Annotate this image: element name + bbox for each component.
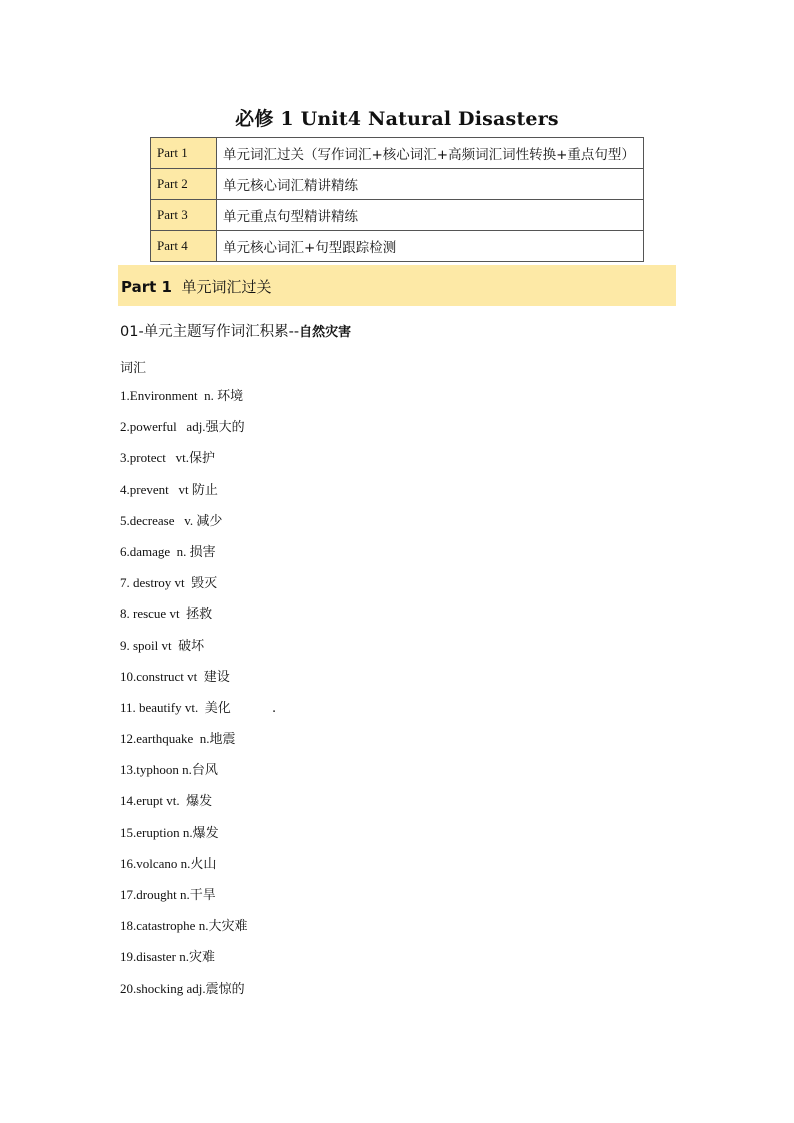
vocab-english: 18.catastrophe n. [120,918,209,934]
vocab-item [120,416,276,447]
vocab-chinese: 震惊的 [205,981,245,997]
contents-part-label: Part 2 [151,169,217,200]
section-header-band [118,265,676,306]
vocab-chinese: 破坏 [178,638,205,654]
vocab-item [120,479,276,510]
vocab-english: 16.volcano n. [120,855,191,871]
vocab-item [120,697,276,728]
vocab-item [120,790,276,821]
vocab-english: 8. rescue vt [120,606,187,622]
contents-row [151,200,644,231]
vocab-english: 15.eruption n. [120,824,193,840]
vocab-english: 11. beautify vt. [120,699,205,715]
vocab-chinese: 强大的 [205,420,245,436]
vocab-chinese: 火山 [190,856,217,872]
contents-table [150,137,644,262]
contents-description: 单元核心词汇精讲精练 [217,169,644,200]
document-title: 必修 1 Unit4 Natural Disasters [235,108,559,130]
vocab-item [120,447,276,478]
vocab-chinese: 干旱 [189,888,216,903]
vocab-english: 9. spoil vt [120,637,179,653]
vocab-chinese: 建设 [203,669,230,685]
subheading [120,320,351,341]
vocab-item [120,510,276,541]
vocab-item [120,946,276,977]
vocab-chinese: 环境 [217,389,244,404]
contents-row [151,138,644,169]
vocab-english: 14.erupt vt. [120,793,187,809]
contents-description: 单元重点句型精讲精练 [217,200,644,231]
vocab-chinese: 保护 [188,451,215,467]
vocab-english: 3.protect vt. [120,450,189,466]
vocab-english: 6.damage n. [120,543,190,559]
vocab-english: 17.drought n. [120,887,190,902]
vocab-item [120,635,276,666]
vocab-english: 12.earthquake n. [120,731,210,747]
subheading-topic: 自然灾害 [299,325,352,340]
vocab-chinese: 灾难 [188,950,215,966]
vocab-item [120,541,276,572]
vocab-item [120,385,276,416]
vocab-chinese: 大灾难 [208,919,248,935]
contents-part-label: Part 1 [151,138,217,169]
vocab-item [120,572,276,603]
vocab-chinese: 拯救 [186,607,213,623]
section-title: 单元词汇过关 [181,278,272,296]
vocab-chinese: 毁灭 [191,576,218,592]
section-part-label: Part 1 [121,278,172,296]
contents-part-label: Part 3 [151,200,217,231]
vocab-english: 19.disaster n. [120,949,189,965]
vocab-chinese: 防止 [191,482,218,498]
vocab-english: 2.powerful adj. [120,419,206,435]
vocab-item [120,759,276,790]
vocab-english: 20.shocking adj. [120,980,206,996]
vocab-english: 13.typhoon n. [120,762,192,778]
vocab-chinese: 地震 [209,732,236,748]
vocab-chinese: 爆发 [186,794,213,810]
vocab-list [120,385,276,1009]
vocab-item [120,822,276,853]
vocab-chinese: 爆发 [192,825,219,841]
vocab-item [120,978,276,1009]
vocab-item [120,915,276,946]
vocab-chinese: 减少 [196,513,223,529]
vocab-item [120,728,276,759]
contents-row [151,231,644,262]
contents-description: 单元词汇过关（写作词汇+核心词汇+高频词汇词性转换+重点句型） [217,138,644,169]
contents-part-label: Part 4 [151,231,217,262]
vocab-chinese: 损害 [189,544,216,560]
subheading-prefix: 01-单元主题写作词汇积累-- [120,324,300,340]
vocab-item [120,884,276,915]
vocab-chinese: 台风 [191,763,218,779]
vocab-english: 10.construct vt [120,668,204,684]
vocab-english: 5.decrease v. [120,512,197,528]
vocab-item [120,666,276,697]
contents-row [151,169,644,200]
vocab-english: 4.prevent vt [120,481,192,497]
vocab-english: 1.Environment n. [120,388,218,403]
vocab-item [120,603,276,634]
section-header [121,276,272,297]
vocab-label: 词汇 [120,361,147,376]
vocab-chinese: 美化 . [204,700,277,716]
vocab-english: 7. destroy vt [120,575,192,591]
contents-description: 单元核心词汇+句型跟踪检测 [217,231,644,262]
vocab-item [120,853,276,884]
